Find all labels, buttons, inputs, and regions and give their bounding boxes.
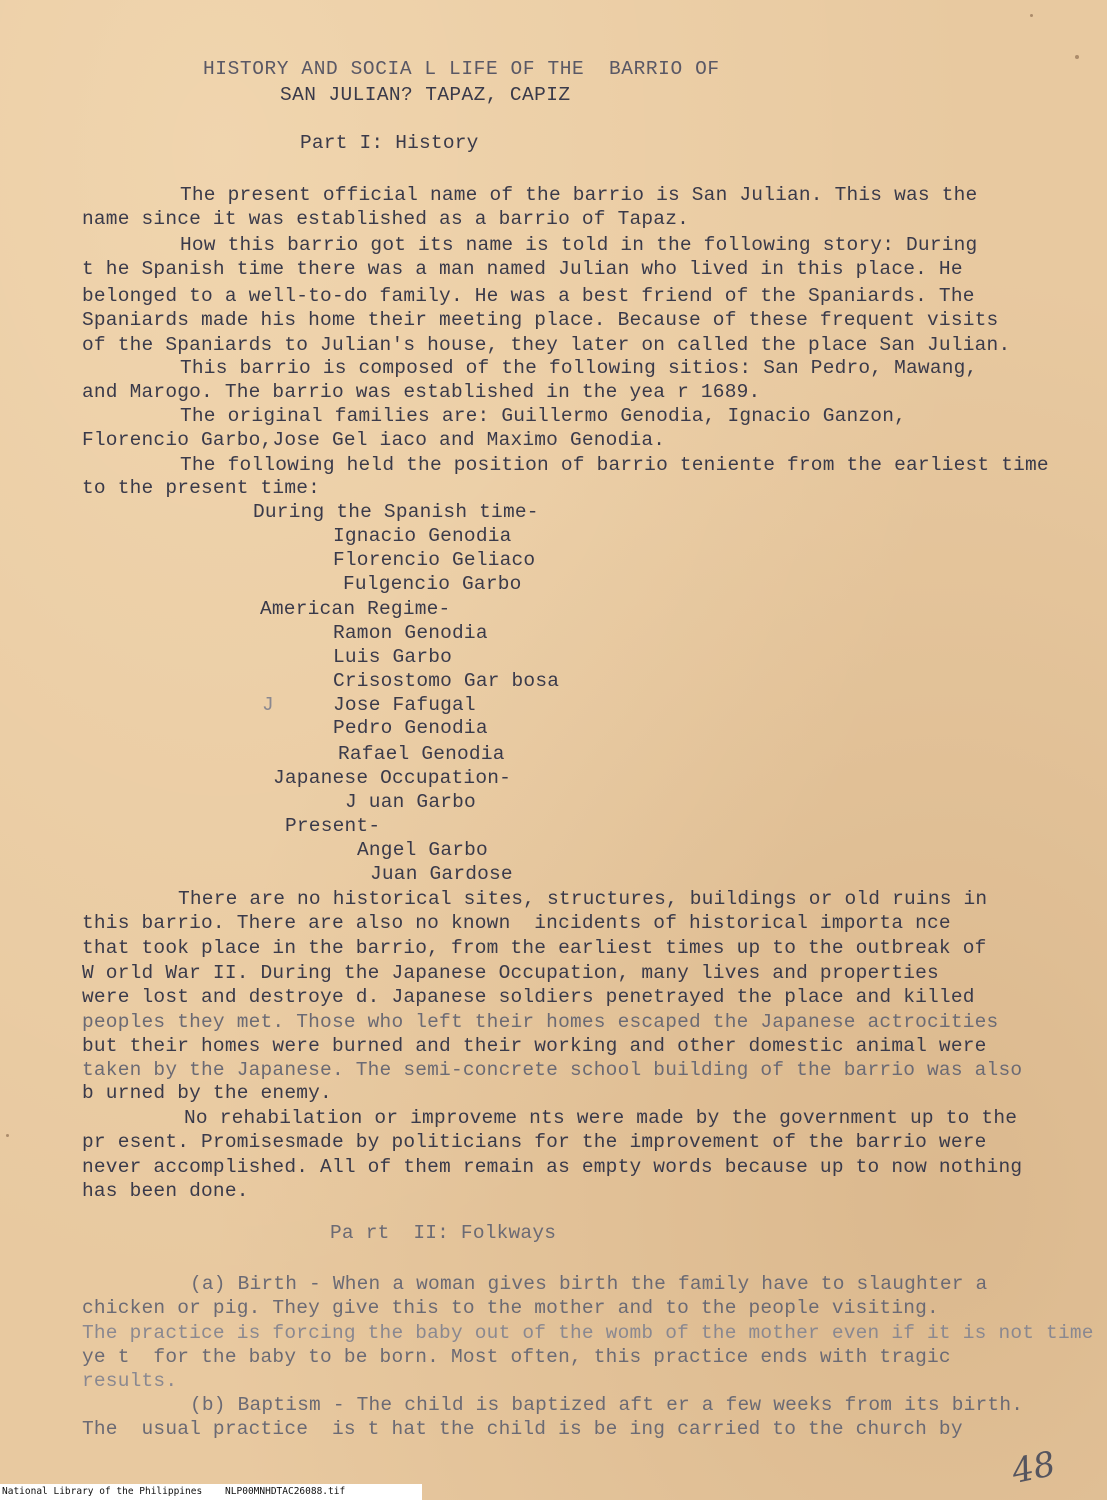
text-line: this barrio. There are also no known incidents of historical importa nce <box>82 912 951 934</box>
text-line: (a) Birth - When a woman gives birth the family have to slaughter a <box>190 1273 988 1295</box>
stray-mark: J <box>262 694 274 716</box>
text-line: Florencio Garbo,Jose Gel iaco and Maximo Genodia. <box>82 429 666 451</box>
text-line: chicken or pig. They give this to the mother and to the people visiting. <box>82 1297 939 1319</box>
text-line: pr esent. Promisesmade by politicians for the improvement of the barrio were <box>82 1131 987 1153</box>
text-line: ye t for the baby to be born. Most often, this practice ends with tragic <box>82 1346 951 1368</box>
list-item: J uan Garbo <box>345 791 476 813</box>
list-heading-japanese: Japanese Occupation- <box>273 767 512 789</box>
part2-heading: Pa rt II: Folkways <box>330 1222 557 1244</box>
text-line: This barrio is composed of the following sitios: San Pedro, Mawang, <box>180 357 978 379</box>
text-line: never accomplished. All of them remain as empty words because up to now nothing <box>82 1156 1023 1178</box>
handwritten-page-number: 48 <box>1008 1443 1059 1493</box>
text-line: has been done. <box>82 1180 249 1202</box>
part1-heading: Part I: History <box>300 132 479 154</box>
paper-speck <box>6 1134 9 1137</box>
list-item: Angel Garbo <box>357 839 488 861</box>
list-item: Pedro Genodia <box>333 717 488 739</box>
text-line: How this barrio got its name is told in the following story: During <box>180 234 978 256</box>
text-line: W orld War II. During the Japanese Occupation, many lives and properties <box>82 962 939 984</box>
text-line: No rehabilation or improveme nts were made by the government up to the <box>184 1107 1018 1129</box>
text-line: (b) Baptism - The child is baptized aft er a few weeks from its birth. <box>190 1394 1024 1416</box>
text-line: There are no historical sites, structures, buildings or old ruins in <box>178 888 988 910</box>
text-line: The present official name of the barrio is San Julian. This was the <box>180 184 978 206</box>
text-line: t he Spanish time there was a man named Julian who lived in this place. He <box>82 258 963 280</box>
text-line: results. <box>82 1370 178 1392</box>
list-item: Jose Fafugal <box>333 694 476 716</box>
list-item: Ramon Genodia <box>333 622 488 644</box>
paper-speck <box>1030 14 1033 17</box>
text-line: name since it was established as a barrio of Tapaz. <box>82 208 689 230</box>
list-item: Crisostomo Gar bosa <box>333 670 560 692</box>
text-line: Spaniards made his home their meeting place. Because of these frequent visits <box>82 309 999 331</box>
text-line: to the present time: <box>82 477 321 499</box>
list-item: Luis Garbo <box>333 646 453 668</box>
list-item: Fulgencio Garbo <box>343 573 522 595</box>
list-item: Florencio Geliaco <box>333 549 536 571</box>
paper-speck <box>1075 55 1079 59</box>
scan-footer: National Library of the Philippines NLP00MNHDTAC26088.tif <box>0 1484 422 1500</box>
list-heading-american: American Regime- <box>260 598 451 620</box>
text-line: peoples they met. Those who left their homes escaped the Japanese actrocities <box>82 1011 999 1033</box>
text-line: of the Spaniards to Julian's house, they later on called the place San Julian. <box>82 334 1011 356</box>
text-line: The following held the position of barrio teniente from the earliest time <box>180 454 1049 476</box>
list-item: Juan Gardose <box>370 863 513 885</box>
text-line: but their homes were burned and their working and other domestic animal were <box>82 1035 987 1057</box>
document-title-line2: SAN JULIAN? TAPAZ, CAPIZ <box>280 84 571 106</box>
document-title-line1: HISTORY AND SOCIA L LIFE OF THE BARRIO OF <box>203 58 720 80</box>
text-line: The practice is forcing the baby out of the womb of the mother even if it is not time <box>82 1322 1094 1344</box>
list-item: Ignacio Genodia <box>333 525 512 547</box>
text-line: b urned by the enemy. <box>82 1082 332 1104</box>
text-line: The original families are: Guillermo Genodia, Ignacio Ganzon, <box>180 405 907 427</box>
list-heading-spanish: During the Spanish time- <box>253 501 539 523</box>
text-line: were lost and destroye d. Japanese soldiers penetrayed the place and killed <box>82 986 975 1008</box>
text-line: belonged to a well-to-do family. He was a best friend of the Spaniards. The <box>82 285 975 307</box>
text-line: and Marogo. The barrio was established in the yea r 1689. <box>82 381 761 403</box>
text-line: that took place in the barrio, from the earliest times up to the outbreak of <box>82 937 987 959</box>
text-line: taken by the Japanese. The semi-concrete school building of the barrio was also <box>82 1059 1023 1081</box>
text-line: The usual practice is t hat the child is be ing carried to the church by <box>82 1418 963 1440</box>
list-item: Rafael Genodia <box>338 743 505 765</box>
list-heading-present: Present- <box>285 815 381 837</box>
